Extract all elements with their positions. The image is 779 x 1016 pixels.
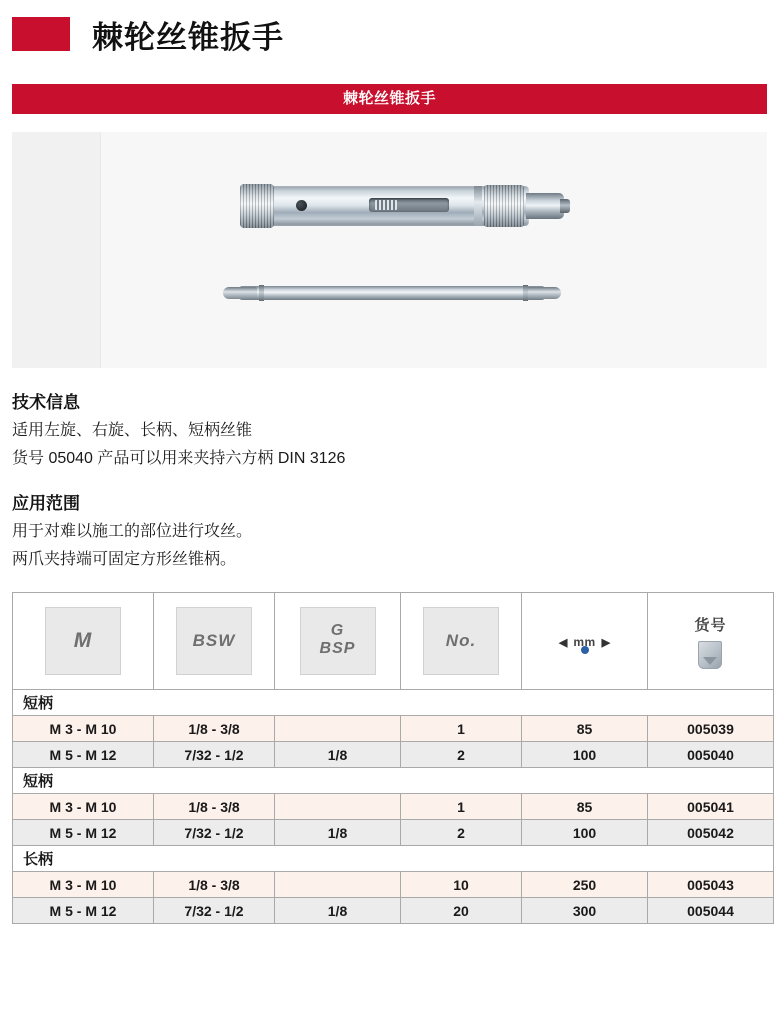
cell-number: 2 — [401, 742, 522, 768]
application-block — [12, 489, 767, 570]
table-group-row — [13, 768, 774, 794]
cell-thread-metric: M 3 - M 10 — [13, 716, 154, 742]
cell-length-mm: 250 — [522, 872, 648, 898]
column-header-m-label: M — [45, 607, 121, 675]
cell-thread-bsw: 7/32 - 1/2 — [154, 820, 275, 846]
image-side-panel — [12, 132, 101, 368]
cell-thread-metric: M 5 - M 12 — [13, 742, 154, 768]
ratchet-tap-wrench-illustration — [234, 182, 569, 230]
table-row — [13, 898, 774, 924]
cell-thread-g-bsp — [275, 716, 401, 742]
wrench-knurled-cap — [240, 184, 274, 228]
bar-ring-left — [259, 285, 264, 301]
tommy-bar-illustration — [217, 280, 567, 306]
cell-number: 1 — [401, 794, 522, 820]
column-header-article-label: 货号 — [694, 616, 727, 634]
bar-shaft — [239, 286, 545, 300]
cell-thread-metric: M 5 - M 12 — [13, 898, 154, 924]
column-header-mm-label: mm — [573, 635, 596, 650]
cell-length-mm: 85 — [522, 716, 648, 742]
cell-number: 2 — [401, 820, 522, 846]
cell-article-no: 005040 — [648, 742, 774, 768]
table-row — [13, 820, 774, 846]
cell-length-mm: 100 — [522, 820, 648, 846]
wrench-ratchet-teeth — [375, 200, 397, 210]
application-line-2: 两爪夹持端可固定方形丝锥柄。 — [12, 551, 237, 568]
application-title: 应用范围 — [12, 494, 80, 513]
column-header-g-label: G — [330, 622, 345, 639]
bar-end-right — [527, 287, 561, 299]
column-header-no — [401, 593, 522, 690]
table-group-row — [13, 846, 774, 872]
page-header — [0, 0, 779, 56]
cell-number: 20 — [401, 898, 522, 924]
price-tag-icon — [698, 641, 722, 669]
table-row — [13, 872, 774, 898]
table-group-label: 短柄 — [13, 768, 774, 794]
specification-table — [12, 592, 774, 924]
cell-article-no: 005041 — [648, 794, 774, 820]
cell-thread-g-bsp: 1/8 — [275, 820, 401, 846]
bar-end-left — [223, 287, 257, 299]
arrow-right-icon: ▶ — [601, 636, 611, 649]
cell-thread-bsw: 1/8 - 3/8 — [154, 872, 275, 898]
cell-article-no: 005044 — [648, 898, 774, 924]
wrench-chuck-nose — [526, 193, 564, 219]
cell-length-mm: 300 — [522, 898, 648, 924]
column-header-length-mm — [522, 593, 648, 690]
cell-thread-g-bsp — [275, 872, 401, 898]
cell-thread-metric: M 3 - M 10 — [13, 872, 154, 898]
table-row — [13, 794, 774, 820]
column-header-bsw-label: BSW — [176, 607, 252, 675]
table-group-label: 长柄 — [13, 846, 774, 872]
tech-info-line-2: 货号 05040 产品可以用来夹持六方柄 DIN 3126 — [12, 450, 346, 467]
table-body — [13, 690, 774, 924]
cell-article-no: 005043 — [648, 872, 774, 898]
column-header-m — [13, 593, 154, 690]
table-row — [13, 742, 774, 768]
brand-mark — [12, 17, 70, 51]
cell-thread-bsw: 1/8 - 3/8 — [154, 794, 275, 820]
cell-number: 10 — [401, 872, 522, 898]
cell-thread-metric: M 5 - M 12 — [13, 820, 154, 846]
length-icon — [542, 635, 628, 649]
cell-thread-bsw: 7/32 - 1/2 — [154, 742, 275, 768]
cell-length-mm: 85 — [522, 794, 648, 820]
table-row — [13, 716, 774, 742]
tech-info-title: 技术信息 — [12, 393, 80, 412]
column-header-no-label: No. — [423, 607, 499, 675]
cell-thread-g-bsp — [275, 794, 401, 820]
column-header-g-bsp-box — [300, 607, 376, 675]
arrow-left-icon: ◀ — [558, 636, 568, 649]
table-header-row — [13, 593, 774, 690]
cell-thread-bsw: 7/32 - 1/2 — [154, 898, 275, 924]
cell-article-no: 005042 — [648, 820, 774, 846]
column-header-bsp-label: BSP — [319, 639, 356, 657]
tech-info-block — [12, 388, 767, 469]
page-title: 棘轮丝锥扳手 — [92, 19, 284, 55]
cell-thread-g-bsp: 1/8 — [275, 742, 401, 768]
wrench-chuck-tip — [560, 199, 570, 213]
cell-number: 1 — [401, 716, 522, 742]
table-group-row — [13, 690, 774, 716]
wrench-selector-pin — [296, 200, 307, 211]
bar-ring-right — [523, 285, 528, 301]
wrench-collar — [474, 186, 482, 226]
column-header-bsw — [154, 593, 275, 690]
column-header-article-no — [648, 593, 774, 690]
cell-thread-metric: M 3 - M 10 — [13, 794, 154, 820]
column-header-g-bsp — [275, 593, 401, 690]
cell-thread-bsw: 1/8 - 3/8 — [154, 716, 275, 742]
cell-thread-g-bsp: 1/8 — [275, 898, 401, 924]
product-image-area — [12, 132, 767, 368]
article-no-icon-group — [694, 614, 726, 669]
table-head — [13, 593, 774, 690]
cell-length-mm: 100 — [522, 742, 648, 768]
table-group-label: 短柄 — [13, 690, 774, 716]
section-banner: 棘轮丝锥扳手 — [12, 84, 767, 114]
wrench-knurled-ring — [484, 185, 524, 227]
application-line-1: 用于对难以施工的部位进行攻丝。 — [12, 523, 253, 540]
cell-article-no: 005039 — [648, 716, 774, 742]
tech-info-line-1: 适用左旋、右旋、长柄、短柄丝锥 — [12, 422, 253, 439]
